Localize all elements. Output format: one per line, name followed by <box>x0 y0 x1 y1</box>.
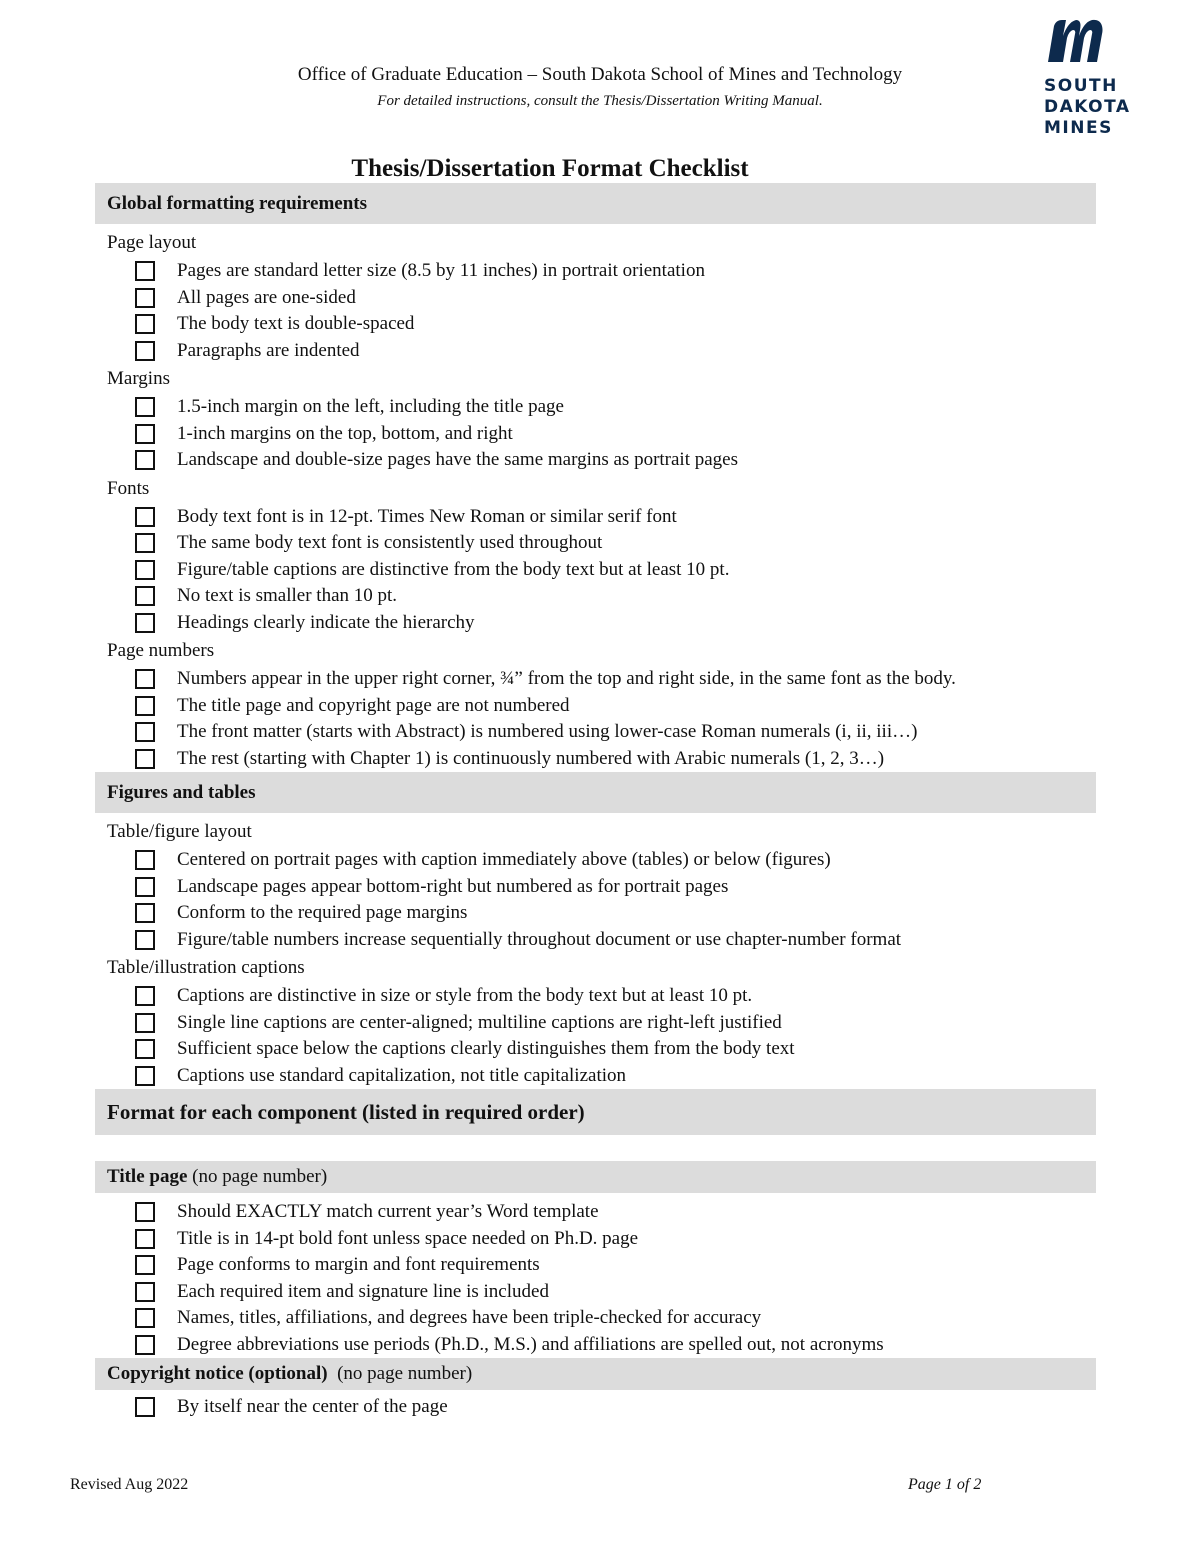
checkbox[interactable] <box>135 1229 155 1249</box>
checkbox[interactable] <box>135 877 155 897</box>
checklist <box>95 183 1096 1421</box>
checkbox[interactable] <box>135 1013 155 1033</box>
list-table-figure-layout <box>95 847 1096 953</box>
checklist-item[interactable]: Captions are distinctive in size or style from the body text but at least 10 pt. <box>95 983 1096 1010</box>
checklist-item[interactable]: Pages are standard letter size (8.5 by 11 inches) in portrait orientation <box>95 258 1096 285</box>
list-page-numbers <box>95 666 1096 772</box>
checklist-item[interactable]: All pages are one-sided <box>95 285 1096 312</box>
page-number: Page 1 of 2 <box>908 1476 982 1493</box>
checkbox[interactable] <box>135 1066 155 1086</box>
section-heading-copyright: Copyright notice (optional) (no page number) <box>95 1358 1096 1390</box>
checklist-item[interactable]: Landscape and double-size pages have the same margins as portrait pages <box>95 447 1096 474</box>
sd-mines-logo <box>1044 18 1130 140</box>
checkbox[interactable] <box>135 930 155 950</box>
checkbox[interactable] <box>135 288 155 308</box>
checklist-item[interactable]: Title is in 14-pt bold font unless space needed on Ph.D. page <box>95 1226 1096 1253</box>
checklist-item[interactable]: Single line captions are center-aligned; multiline captions are right-left justified <box>95 1010 1096 1037</box>
list-fonts <box>95 504 1096 637</box>
checklist-item[interactable]: Centered on portrait pages with caption immediately above (tables) or below (figures) <box>95 847 1096 874</box>
list-page-layout <box>95 258 1096 364</box>
checklist-item[interactable]: Page conforms to margin and font requirements <box>95 1252 1096 1279</box>
checklist-item[interactable]: Figure/table numbers increase sequentially throughout document or use chapter-number format <box>95 927 1096 954</box>
checkbox[interactable] <box>135 669 155 689</box>
checkbox[interactable] <box>135 450 155 470</box>
checkbox[interactable] <box>135 696 155 716</box>
checklist-item[interactable]: 1-inch margins on the top, bottom, and right <box>95 421 1096 448</box>
checkbox[interactable] <box>135 261 155 281</box>
m-logo-icon <box>1046 18 1108 64</box>
checklist-item[interactable]: The front matter (starts with Abstract) is numbered using lower-case Roman numerals (i, ii, iii…) <box>95 719 1096 746</box>
checkbox[interactable] <box>135 424 155 444</box>
checklist-item[interactable]: Landscape pages appear bottom-right but numbered as for portrait pages <box>95 874 1096 901</box>
checklist-item[interactable]: No text is smaller than 10 pt. <box>95 583 1096 610</box>
checkbox[interactable] <box>135 507 155 527</box>
checklist-item[interactable]: Headings clearly indicate the hierarchy <box>95 610 1096 637</box>
list-title-page <box>95 1199 1096 1358</box>
section-heading-global: Global formatting requirements <box>95 183 1096 224</box>
checklist-item[interactable]: By itself near the center of the page <box>95 1394 1096 1421</box>
checklist-item[interactable]: Captions use standard capitalization, not title capitalization <box>95 1063 1096 1090</box>
checkbox[interactable] <box>135 586 155 606</box>
checklist-item[interactable]: Sufficient space below the captions clearly distinguishes them from the body text <box>95 1036 1096 1063</box>
checklist-item[interactable]: Figure/table captions are distinctive from the body text but at least 10 pt. <box>95 557 1096 584</box>
list-margins <box>95 394 1096 474</box>
checkbox[interactable] <box>135 1039 155 1059</box>
section-heading-figures: Figures and tables <box>95 772 1096 813</box>
checkbox[interactable] <box>135 850 155 870</box>
checkbox[interactable] <box>135 1282 155 1302</box>
checkbox[interactable] <box>135 986 155 1006</box>
logo-word-mines: MINES <box>1044 118 1113 138</box>
checkbox[interactable] <box>135 749 155 769</box>
document-header <box>0 62 1200 114</box>
checklist-item[interactable]: Should EXACTLY match current year’s Word template <box>95 1199 1096 1226</box>
list-copyright <box>95 1394 1096 1421</box>
checkbox[interactable] <box>135 397 155 417</box>
checkbox[interactable] <box>135 613 155 633</box>
checklist-item[interactable]: Names, titles, affiliations, and degrees have been triple-checked for accuracy <box>95 1305 1096 1332</box>
page-title: Thesis/Dissertation Format Checklist <box>351 155 749 182</box>
checklist-item[interactable]: Body text font is in 12-pt. Times New Roman or similar serif font <box>95 504 1096 531</box>
checkbox[interactable] <box>135 341 155 361</box>
checklist-item[interactable]: The rest (starting with Chapter 1) is continuously numbered with Arabic numerals (1, 2, 3…) <box>95 746 1096 773</box>
checklist-item[interactable]: The body text is double-spaced <box>95 311 1096 338</box>
checkbox[interactable] <box>135 314 155 334</box>
list-captions <box>95 983 1096 1089</box>
checkbox[interactable] <box>135 1202 155 1222</box>
instructions-line: For detailed instructions, consult the Thesis/Dissertation Writing Manual. <box>377 93 823 109</box>
subsection-margins: Margins <box>107 368 170 389</box>
checkbox[interactable] <box>135 1255 155 1275</box>
checkbox[interactable] <box>135 1308 155 1328</box>
logo-word-dakota: DAKOTA <box>1044 97 1131 117</box>
checklist-item[interactable]: Each required item and signature line is included <box>95 1279 1096 1306</box>
checklist-item[interactable]: Conform to the required page margins <box>95 900 1096 927</box>
checkbox[interactable] <box>135 1335 155 1355</box>
revised-date: Revised Aug 2022 <box>70 1476 189 1493</box>
checklist-item[interactable]: The title page and copyright page are not numbered <box>95 693 1096 720</box>
checklist-item[interactable]: 1.5-inch margin on the left, including the title page <box>95 394 1096 421</box>
logo-word-south: SOUTH <box>1044 76 1118 96</box>
checkbox[interactable] <box>135 903 155 923</box>
checklist-item[interactable]: Numbers appear in the upper right corner, ¾” from the top and right side, in the same font as the body. <box>95 666 1096 693</box>
subsection-fonts: Fonts <box>107 477 150 499</box>
checkbox[interactable] <box>135 560 155 580</box>
checkbox[interactable] <box>135 533 155 553</box>
section-heading-title-page: Title page (no page number) <box>95 1161 1096 1193</box>
subsection-captions: Table/illustration captions <box>107 957 305 978</box>
subsection-page-layout: Page layout <box>107 232 197 253</box>
office-line: Office of Graduate Education – South Dakota School of Mines and Technology <box>297 64 903 85</box>
checklist-item[interactable]: Paragraphs are indented <box>95 338 1096 365</box>
checklist-item[interactable]: The same body text font is consistently used throughout <box>95 530 1096 557</box>
section-heading-components: Format for each component (listed in required order) <box>95 1089 1096 1135</box>
checkbox[interactable] <box>135 1397 155 1417</box>
subsection-table-figure-layout: Table/figure layout <box>107 821 252 842</box>
checklist-item[interactable]: Degree abbreviations use periods (Ph.D., M.S.) and affiliations are spelled out, not acronyms <box>95 1332 1096 1359</box>
subsection-page-numbers: Page numbers <box>107 640 215 661</box>
checkbox[interactable] <box>135 722 155 742</box>
